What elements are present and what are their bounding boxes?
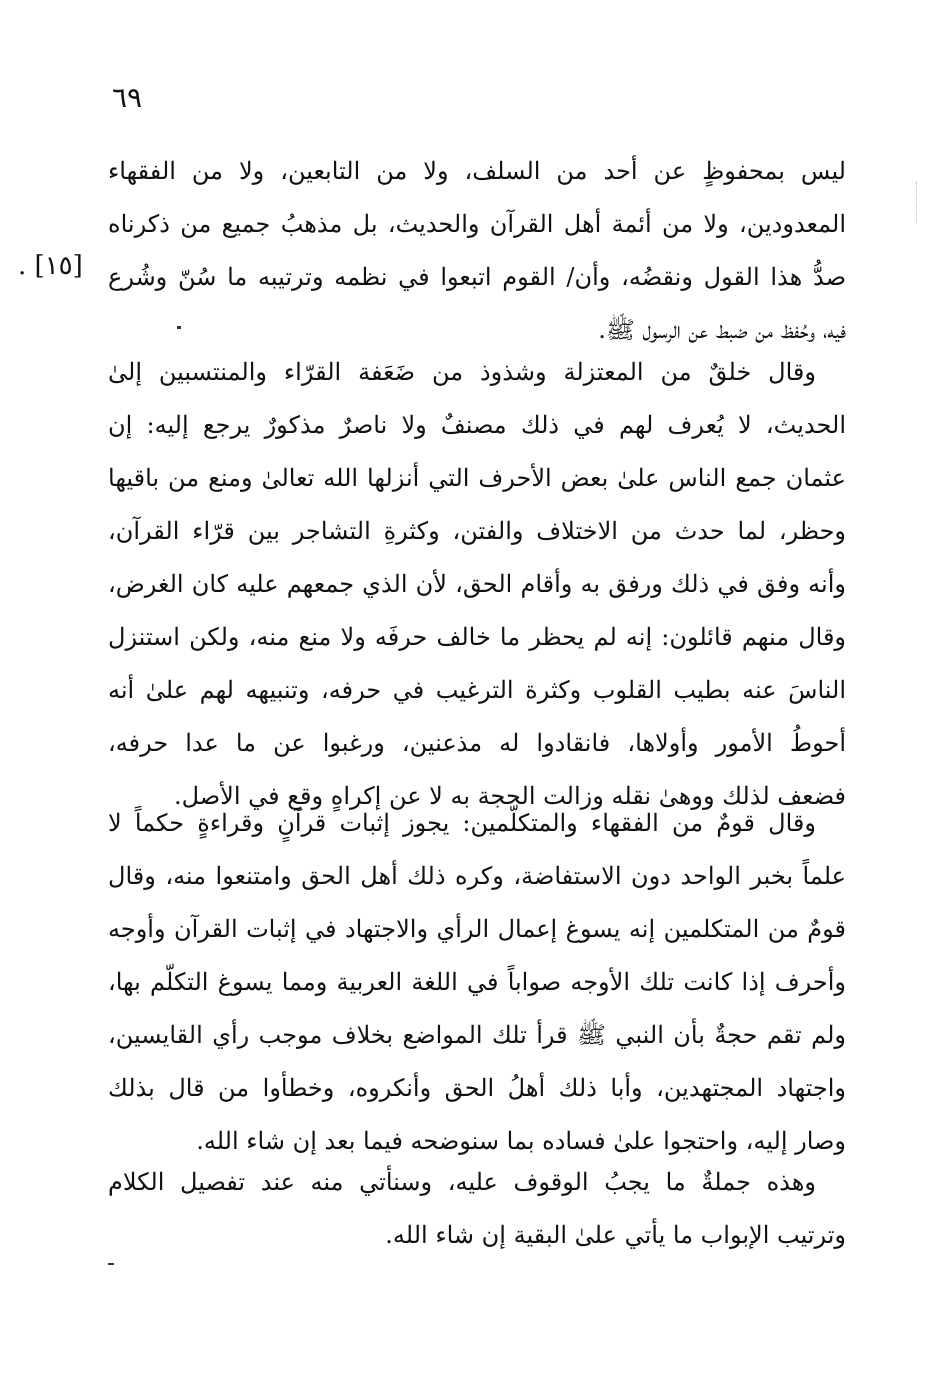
margin-reference: [١٥] . (18, 251, 83, 281)
text-line: قومٌ من المتكلمين إنه يسوغ إعمال الرأي والاجتهاد في إثبات القرآن وأوجه (108, 915, 846, 943)
text-line: ليس بمحفوظٍ عن أحد من السلف، ولا من التابعين، ولا من الفقهاء (108, 157, 846, 185)
text-line: فيه، وحُفظ من ضبط عن الرسول ﷺ. (598, 316, 846, 344)
text-line: وقال خلقٌ من المعتزلة وشذوذ من ضَعَفة القرّاء والمنتسبين إلىٰ (108, 358, 816, 386)
ink-mark (108, 1263, 114, 1265)
text-line: وقال منهم قائلون: إنه لم يحظر ما خالف حرفَه ولا منع منه، ولكن استنزل (108, 623, 846, 651)
page-number: ٦٩ (112, 81, 143, 114)
text-line: ولم تقم حجةٌ بأن النبي ﷺ قرأ تلك المواضع بخلاف موجب رأي القايسين، (108, 1021, 846, 1049)
text-line: وأحرف إذا كانت تلك الأوجه صواباً في اللغة العربية ومما يسوغ التكلّم بها، (108, 968, 846, 996)
text-line: وصار إليه، واحتجوا علىٰ فساده بما سنوضحه فيما بعد إن شاء الله. (196, 1127, 846, 1155)
paragraph-4 (108, 1156, 846, 1262)
text-line: الناسَ عنه بطيب القلوب وكثرة الترغيب في حرفه، وتنبيهه لهم علىٰ أنه (108, 676, 846, 704)
edge-marks (916, 182, 919, 222)
text-line: علماً بخبر الواحد دون الاستفاضة، وكره ذلك أهل الحق وامتنعوا منه، وقال (108, 862, 846, 890)
text-line: وهذه جملةٌ ما يجبُ الوقوف عليه، وسنأتي منه عند تفصيل الكلام (108, 1168, 816, 1196)
text-line: وأنه وفق في ذلك ورفق به وأقام الحق، لأن الذي جمعهم عليه كان الغرض، (108, 570, 846, 598)
text-line: وحظر، لما حدث من الاختلاف والفتن، وكثرةِ التشاجر بين قرّاء القرآن، (108, 517, 846, 545)
text-line: فضعف لذلك ووهىٰ نقله وزالت الحجة به لا عن إكراهٍ وقع في الأصل. (174, 782, 846, 810)
text-line: أحوطُ الأمور وأولاها، فانقادوا له مذعنين، ورغبوا عن ما عدا حرفه، (108, 729, 846, 757)
text-line: الحديث، لا يُعرف لهم في ذلك مصنفٌ ولا ناصرٌ مذكورٌ يرجع إليه: إن (108, 411, 846, 439)
text-line: واجتهاد المجتهدين، وأبا ذلك أهلُ الحق وأنكروه، وخطأوا من قال بذلك (108, 1074, 846, 1102)
text-line: عثمان جمع الناس علىٰ بعض الأحرف التي أنزلها الله تعالىٰ ومنع من باقيها (108, 464, 846, 492)
paragraph-2 (108, 346, 846, 823)
paragraph-3 (108, 797, 846, 1168)
text-line: صدُّ هذا القول ونقضُه، وأن/ القوم اتبعوا في نظمه وترتيبه ما سُنّ وشُرع (108, 263, 846, 291)
text-line: وقال قومٌ من الفقهاء والمتكلّمين: يجوز إثبات قرآنٍ وقراءةٍ حكماً لا (108, 809, 816, 837)
text-line: المعدودين، ولا من أئمة أهل القرآن والحديث، بل مذهبُ جميع من ذكرناه (108, 210, 846, 238)
text-line: وترتيب الإبواب ما يأتي علىٰ البقية إن شاء الله. (385, 1221, 846, 1249)
paragraph-1 (108, 145, 846, 357)
ink-mark (177, 326, 181, 329)
